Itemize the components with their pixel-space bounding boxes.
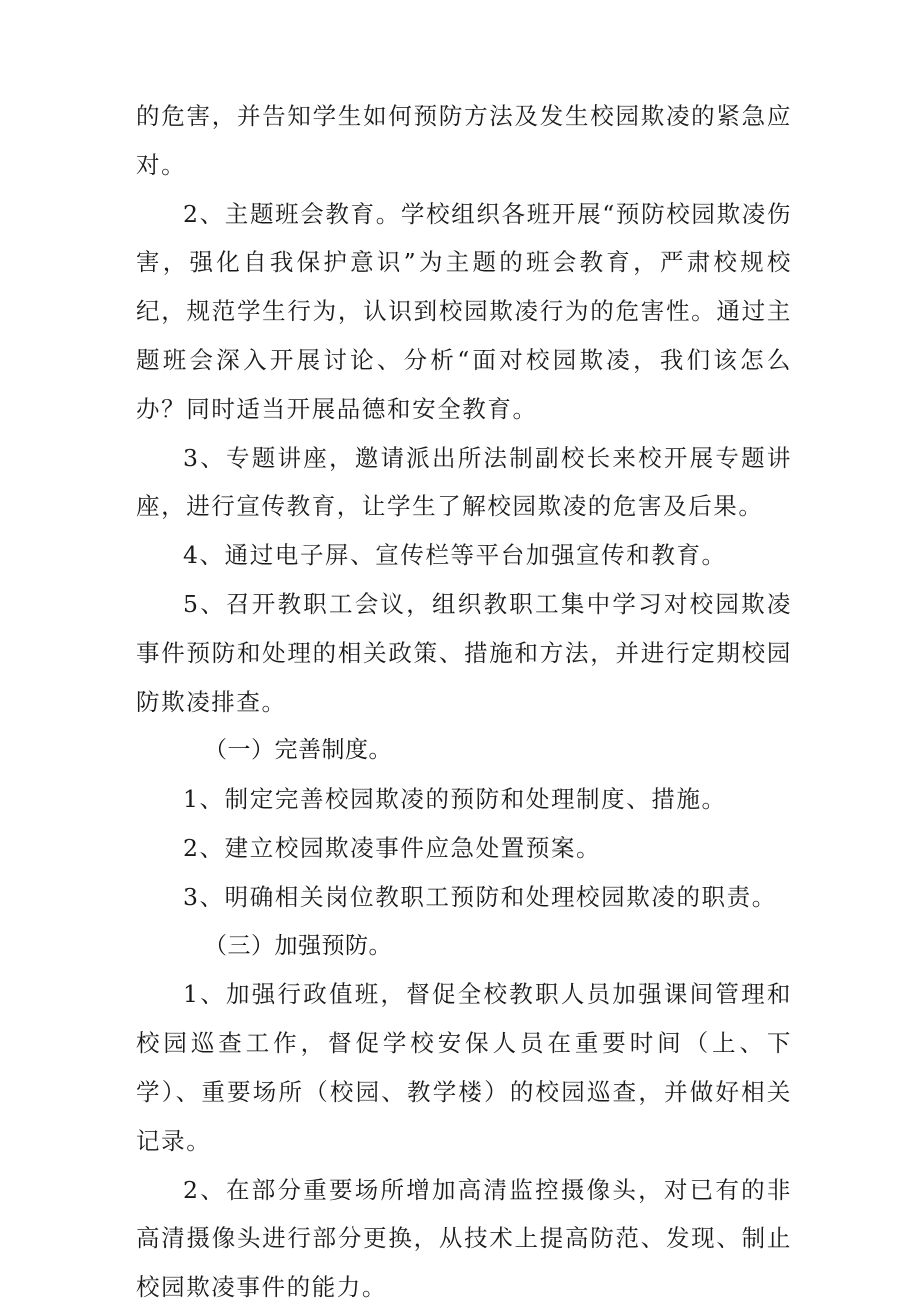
paragraph-emergency-plan: 2、建立校园欺凌事件应急处置预案。 [183, 833, 602, 862]
paragraph-administrative-duty: 1、加强行政值班，督促全校教职人员加强课间管理和校园巡查工作，督促学校安保人员在重要时间（上、下学）、重要场所（校园、教学楼）的校园巡查，并做好相关记录。 [136, 980, 792, 1155]
paragraph-special-lecture: 3、专题讲座，邀请派出所法制副校长来校开展专题讲座，进行宣传教育，让学生了解校园欺凌的危害及后果。 [136, 443, 792, 521]
paragraph-publicity-platforms: 4、通过电子屏、宣传栏等平台加强宣传和教育。 [183, 541, 727, 570]
paragraph-continuation: 的危害，并告知学生如何预防方法及发生校园欺凌的紧急应对。 [136, 102, 792, 179]
paragraph-system-measures: 1、制定完善校园欺凌的预防和处理制度、措施。 [183, 785, 727, 814]
paragraph-staff-meeting: 5、召开教职工会议，组织教职工集中学习对校园欺凌事件预防和处理的相关政策、措施和方法，并进行定期校园防欺凌排查。 [136, 589, 792, 716]
section-heading-improve-system: （一）完善制度。 [204, 737, 392, 764]
paragraph-surveillance-cameras: 2、在部分重要场所增加高清监控摄像头，对已有的非高清摄像头进行部分更换，从技术上提高防范、发现、制止校园欺凌事件的能力。 [136, 1175, 792, 1302]
paragraph-staff-responsibilities: 3、明确相关岗位教职工预防和处理校园欺凌的职责。 [183, 882, 777, 911]
section-heading-strengthen-prevention: （三）加强预防。 [204, 932, 392, 959]
paragraph-class-meeting-education: 2、主题班会教育。学校组织各班开展“预防校园欺凌伤害，强化自我保护意识”为主题的班会教育，严肃校规校纪，规范学生行为，认识到校园欺凌行为的危害性。通过主题班会深入开展讨论、分析“面对校园欺凌，我们该怎么办？同时适当开展品德和安全教育。 [136, 199, 792, 423]
document-page [136, 92, 792, 1312]
